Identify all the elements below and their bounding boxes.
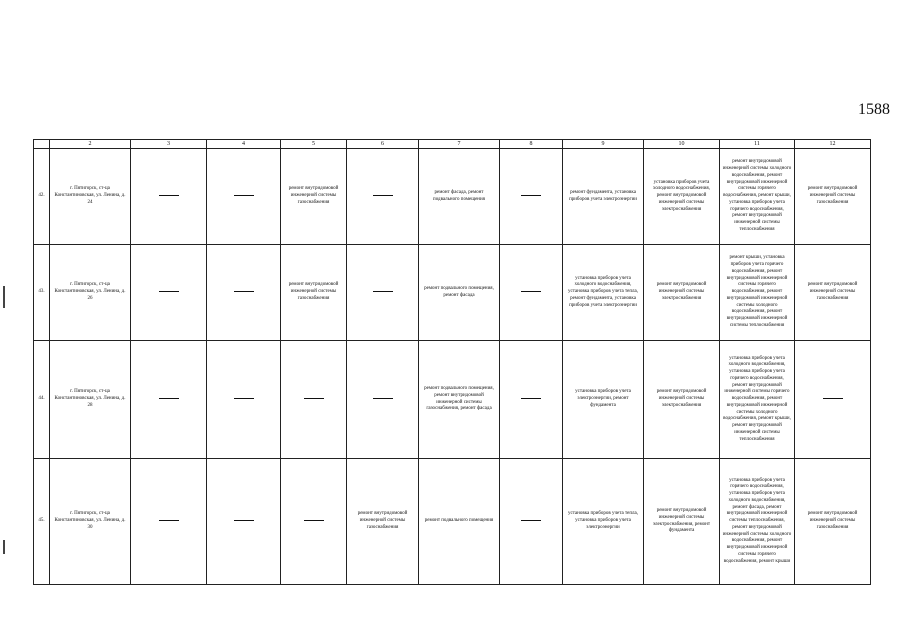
- empty-cell: [500, 245, 563, 341]
- work-cell: ремонт подвального помещения, ремонт фасада: [419, 245, 500, 341]
- dash-mark: [304, 398, 324, 399]
- work-cell: ремонт внутридомовой инженерной системы газоснабжения: [795, 149, 871, 245]
- table-row: [34, 459, 871, 585]
- empty-cell: [207, 149, 281, 245]
- dash-mark: [159, 520, 179, 521]
- empty-cell: [207, 459, 281, 585]
- dash-mark: [159, 398, 179, 399]
- dash-mark: [823, 398, 843, 399]
- work-cell: установка приборов учета холодного водоснабжения, установка приборов учета тепла, ремонт фундамента, установка приборов учета электроэнергии: [563, 245, 644, 341]
- dash-mark: [234, 520, 254, 521]
- row-number: 45.: [34, 459, 50, 585]
- row-number: 43.: [34, 245, 50, 341]
- address-cell: г. Пятигорск, ст-ца Константиновская, ул. Ленина, д. 30: [50, 459, 131, 585]
- empty-cell: [500, 459, 563, 585]
- column-number: 4: [207, 140, 281, 149]
- repair-schedule-table: [33, 139, 871, 585]
- empty-cell: [281, 459, 347, 585]
- dash-mark: [521, 520, 541, 521]
- column-number: 9: [563, 140, 644, 149]
- work-cell: установка приборов учета холодного водоснабжения, установка приборов учета горячего водоснабжения, ремонт внутридомовой инженерной системы горячего водоснабжения, ремонт внутридомовой инженерной системы холодного водоснабжения, ремонт крыши, ремонт внутридомовой инженерной системы теплоснабжения: [720, 341, 795, 459]
- table-row: [34, 245, 871, 341]
- row-number: 42.: [34, 149, 50, 245]
- page-number: 1588: [858, 101, 890, 118]
- work-cell: ремонт внутридомовой инженерной системы газоснабжения: [281, 149, 347, 245]
- work-cell: ремонт внутридомовой инженерной системы газоснабжения: [795, 245, 871, 341]
- dash-mark: [521, 398, 541, 399]
- dash-mark: [159, 195, 179, 196]
- column-number: 10: [644, 140, 720, 149]
- table-row: [34, 149, 871, 245]
- work-cell: установка приборов учета холодного водоснабжения, ремонт внутридомовой инженерной системы электроснабжения: [644, 149, 720, 245]
- dash-mark: [521, 195, 541, 196]
- work-cell: ремонт внутридомовой инженерной системы электроснабжения, ремонт фундамента: [644, 459, 720, 585]
- empty-cell: [347, 245, 419, 341]
- scan-edge-mark: [3, 286, 5, 308]
- work-cell: ремонт крыши, установка приборов учета горячего водоснабжения, ремонт внутридомовой инженерной системы горячего водоснабжения, ремонт внутридомовой инженерной системы холодного водоснабжения, ремонт внутридомовой инженерной системы теплоснабжения: [720, 245, 795, 341]
- empty-cell: [795, 341, 871, 459]
- dash-mark: [304, 520, 324, 521]
- work-cell: установка приборов учета электроэнергии, ремонт фундамента: [563, 341, 644, 459]
- empty-cell: [347, 341, 419, 459]
- empty-cell: [131, 459, 207, 585]
- work-cell: ремонт подвального помещения: [419, 459, 500, 585]
- column-number: 7: [419, 140, 500, 149]
- dash-mark: [373, 398, 393, 399]
- header-row: [34, 140, 871, 149]
- column-number: 12: [795, 140, 871, 149]
- scan-edge-mark: [3, 540, 5, 554]
- dash-mark: [373, 291, 393, 292]
- column-number: 3: [131, 140, 207, 149]
- address-cell: г. Пятигорск, ст-ца Константиновская, ул. Ленина, д. 24: [50, 149, 131, 245]
- work-cell: установка приборов учета горячего водоснабжения, установка приборов учета холодного водоснабжения, ремонт фасада, ремонт внутридомовой инженерной системы теплоснабжения, ремонт внутридомовой инженерной системы холодного водоснабжения, ремонт внутридомовой инженерной системы горячего водоснабжения, ремонт крыши: [720, 459, 795, 585]
- work-cell: установка приборов учета тепла, установка приборов учета электроэнергии: [563, 459, 644, 585]
- empty-cell: [207, 245, 281, 341]
- dash-mark: [373, 195, 393, 196]
- dash-mark: [234, 398, 254, 399]
- work-cell: ремонт внутридомовой инженерной системы газоснабжения: [795, 459, 871, 585]
- address-cell: г. Пятигорск, ст-ца Константиновская, ул. Ленина, д. 28: [50, 341, 131, 459]
- address-cell: г. Пятигорск, ст-ца Константиновская, ул. Ленина, д. 26: [50, 245, 131, 341]
- column-number: 5: [281, 140, 347, 149]
- dash-mark: [159, 291, 179, 292]
- empty-cell: [281, 341, 347, 459]
- empty-cell: [131, 341, 207, 459]
- dash-mark: [234, 195, 254, 196]
- dash-mark: [521, 291, 541, 292]
- column-number: 2: [50, 140, 131, 149]
- column-number: 8: [500, 140, 563, 149]
- row-number: 44.: [34, 341, 50, 459]
- empty-cell: [347, 149, 419, 245]
- work-cell: ремонт внутридомовой инженерной системы электроснабжения: [644, 341, 720, 459]
- empty-cell: [500, 149, 563, 245]
- column-number: 11: [720, 140, 795, 149]
- dash-mark: [234, 291, 254, 292]
- work-cell: ремонт фундамента, установка приборов учета электроэнергии: [563, 149, 644, 245]
- work-cell: ремонт внутридомовой инженерной системы газоснабжения: [281, 245, 347, 341]
- empty-cell: [207, 341, 281, 459]
- work-cell: ремонт внутридомовой инженерной системы холодного водоснабжения, ремонт внутридомовой инженерной системы горячего водоснабжения, ремонт крыши, установка приборов учета горячего водоснабжения, ремонт внутридомовой инженерной системы теплоснабжения: [720, 149, 795, 245]
- empty-cell: [500, 341, 563, 459]
- empty-cell: [131, 245, 207, 341]
- work-cell: ремонт внутридомовой инженерной системы газоснабжения: [347, 459, 419, 585]
- work-cell: ремонт внутридомовой инженерной системы электроснабжения: [644, 245, 720, 341]
- table-row: [34, 341, 871, 459]
- work-cell: ремонт фасада, ремонт подвального помещения: [419, 149, 500, 245]
- empty-cell: [131, 149, 207, 245]
- work-cell: ремонт подвального помещения, ремонт внутридомовой инженерной системы газоснабжения, ремонт фасада: [419, 341, 500, 459]
- column-number: [34, 140, 50, 149]
- column-number: 6: [347, 140, 419, 149]
